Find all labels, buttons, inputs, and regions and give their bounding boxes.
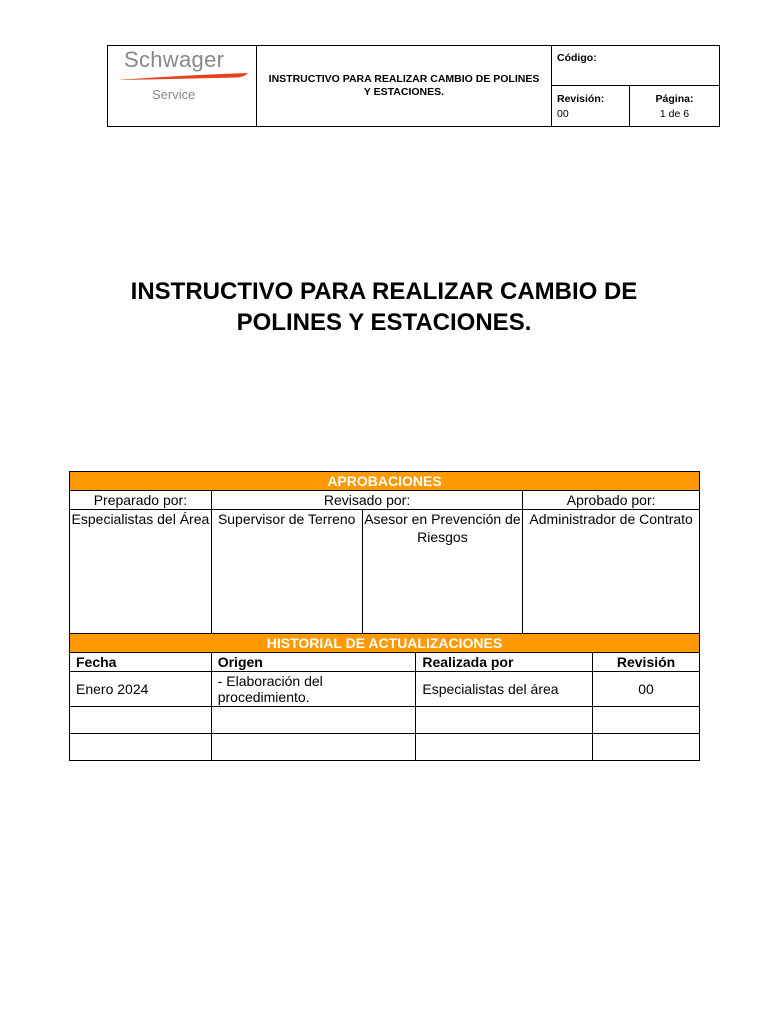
- approved-label: Aprobado por:: [523, 491, 700, 510]
- revision-label: Revisión:: [557, 93, 605, 105]
- pagina-label: Página:: [655, 93, 694, 105]
- history-table: [69, 633, 700, 761]
- table-row: [70, 707, 700, 734]
- header-revision: [552, 86, 630, 126]
- reviewer-2: Asesor en Prevención de Riesgos: [362, 510, 523, 635]
- column-header: Origen: [211, 653, 416, 672]
- table-cell: [70, 734, 212, 761]
- table-cell: [416, 734, 593, 761]
- company-logo: [108, 46, 257, 126]
- header-title: INSTRUCTIVO PARA REALIZAR CAMBIO DE POLINES Y ESTACIONES.: [257, 46, 552, 126]
- header-codigo: [552, 46, 719, 86]
- table-cell: [211, 707, 416, 734]
- logo-swoosh-icon: [116, 71, 250, 83]
- approvals-title: APROBACIONES: [70, 472, 700, 491]
- pagina-value: 1 de 6: [659, 108, 690, 120]
- table-cell: 00: [593, 672, 700, 707]
- logo-subtitle: Service: [152, 87, 196, 102]
- history-title: HISTORIAL DE ACTUALIZACIONES: [70, 634, 700, 653]
- document-title-line2: POLINES Y ESTACIONES.: [236, 309, 532, 336]
- table-row: [70, 734, 700, 761]
- table-cell: - Elaboración del procedimiento.: [211, 672, 416, 707]
- revision-value: 00: [557, 108, 569, 120]
- document-header: [107, 45, 720, 127]
- document-title-line1: INSTRUCTIVO PARA REALIZAR CAMBIO DE: [130, 278, 638, 305]
- codigo-label: Código:: [557, 52, 597, 64]
- approved-value: Administrador de Contrato: [523, 510, 700, 635]
- table-cell: [593, 707, 700, 734]
- table-cell: [70, 707, 212, 734]
- column-header: Realizada por: [416, 653, 593, 672]
- prepared-value: Especialistas del Área: [70, 510, 212, 635]
- header-pagina: [630, 86, 719, 126]
- reviewed-label: Revisado por:: [211, 491, 522, 510]
- document-title: [60, 276, 708, 338]
- table-cell: [416, 707, 593, 734]
- approvals-table: [69, 471, 700, 635]
- logo-name: Schwager: [124, 47, 225, 72]
- table-cell: [211, 734, 416, 761]
- table-row: [70, 672, 700, 707]
- reviewer-1: Supervisor de Terreno: [211, 510, 362, 635]
- column-header: Revisión: [593, 653, 700, 672]
- table-cell: [593, 734, 700, 761]
- table-cell: Enero 2024: [70, 672, 212, 707]
- column-header: Fecha: [70, 653, 212, 672]
- prepared-label: Preparado por:: [70, 491, 212, 510]
- table-cell: Especialistas del área: [416, 672, 593, 707]
